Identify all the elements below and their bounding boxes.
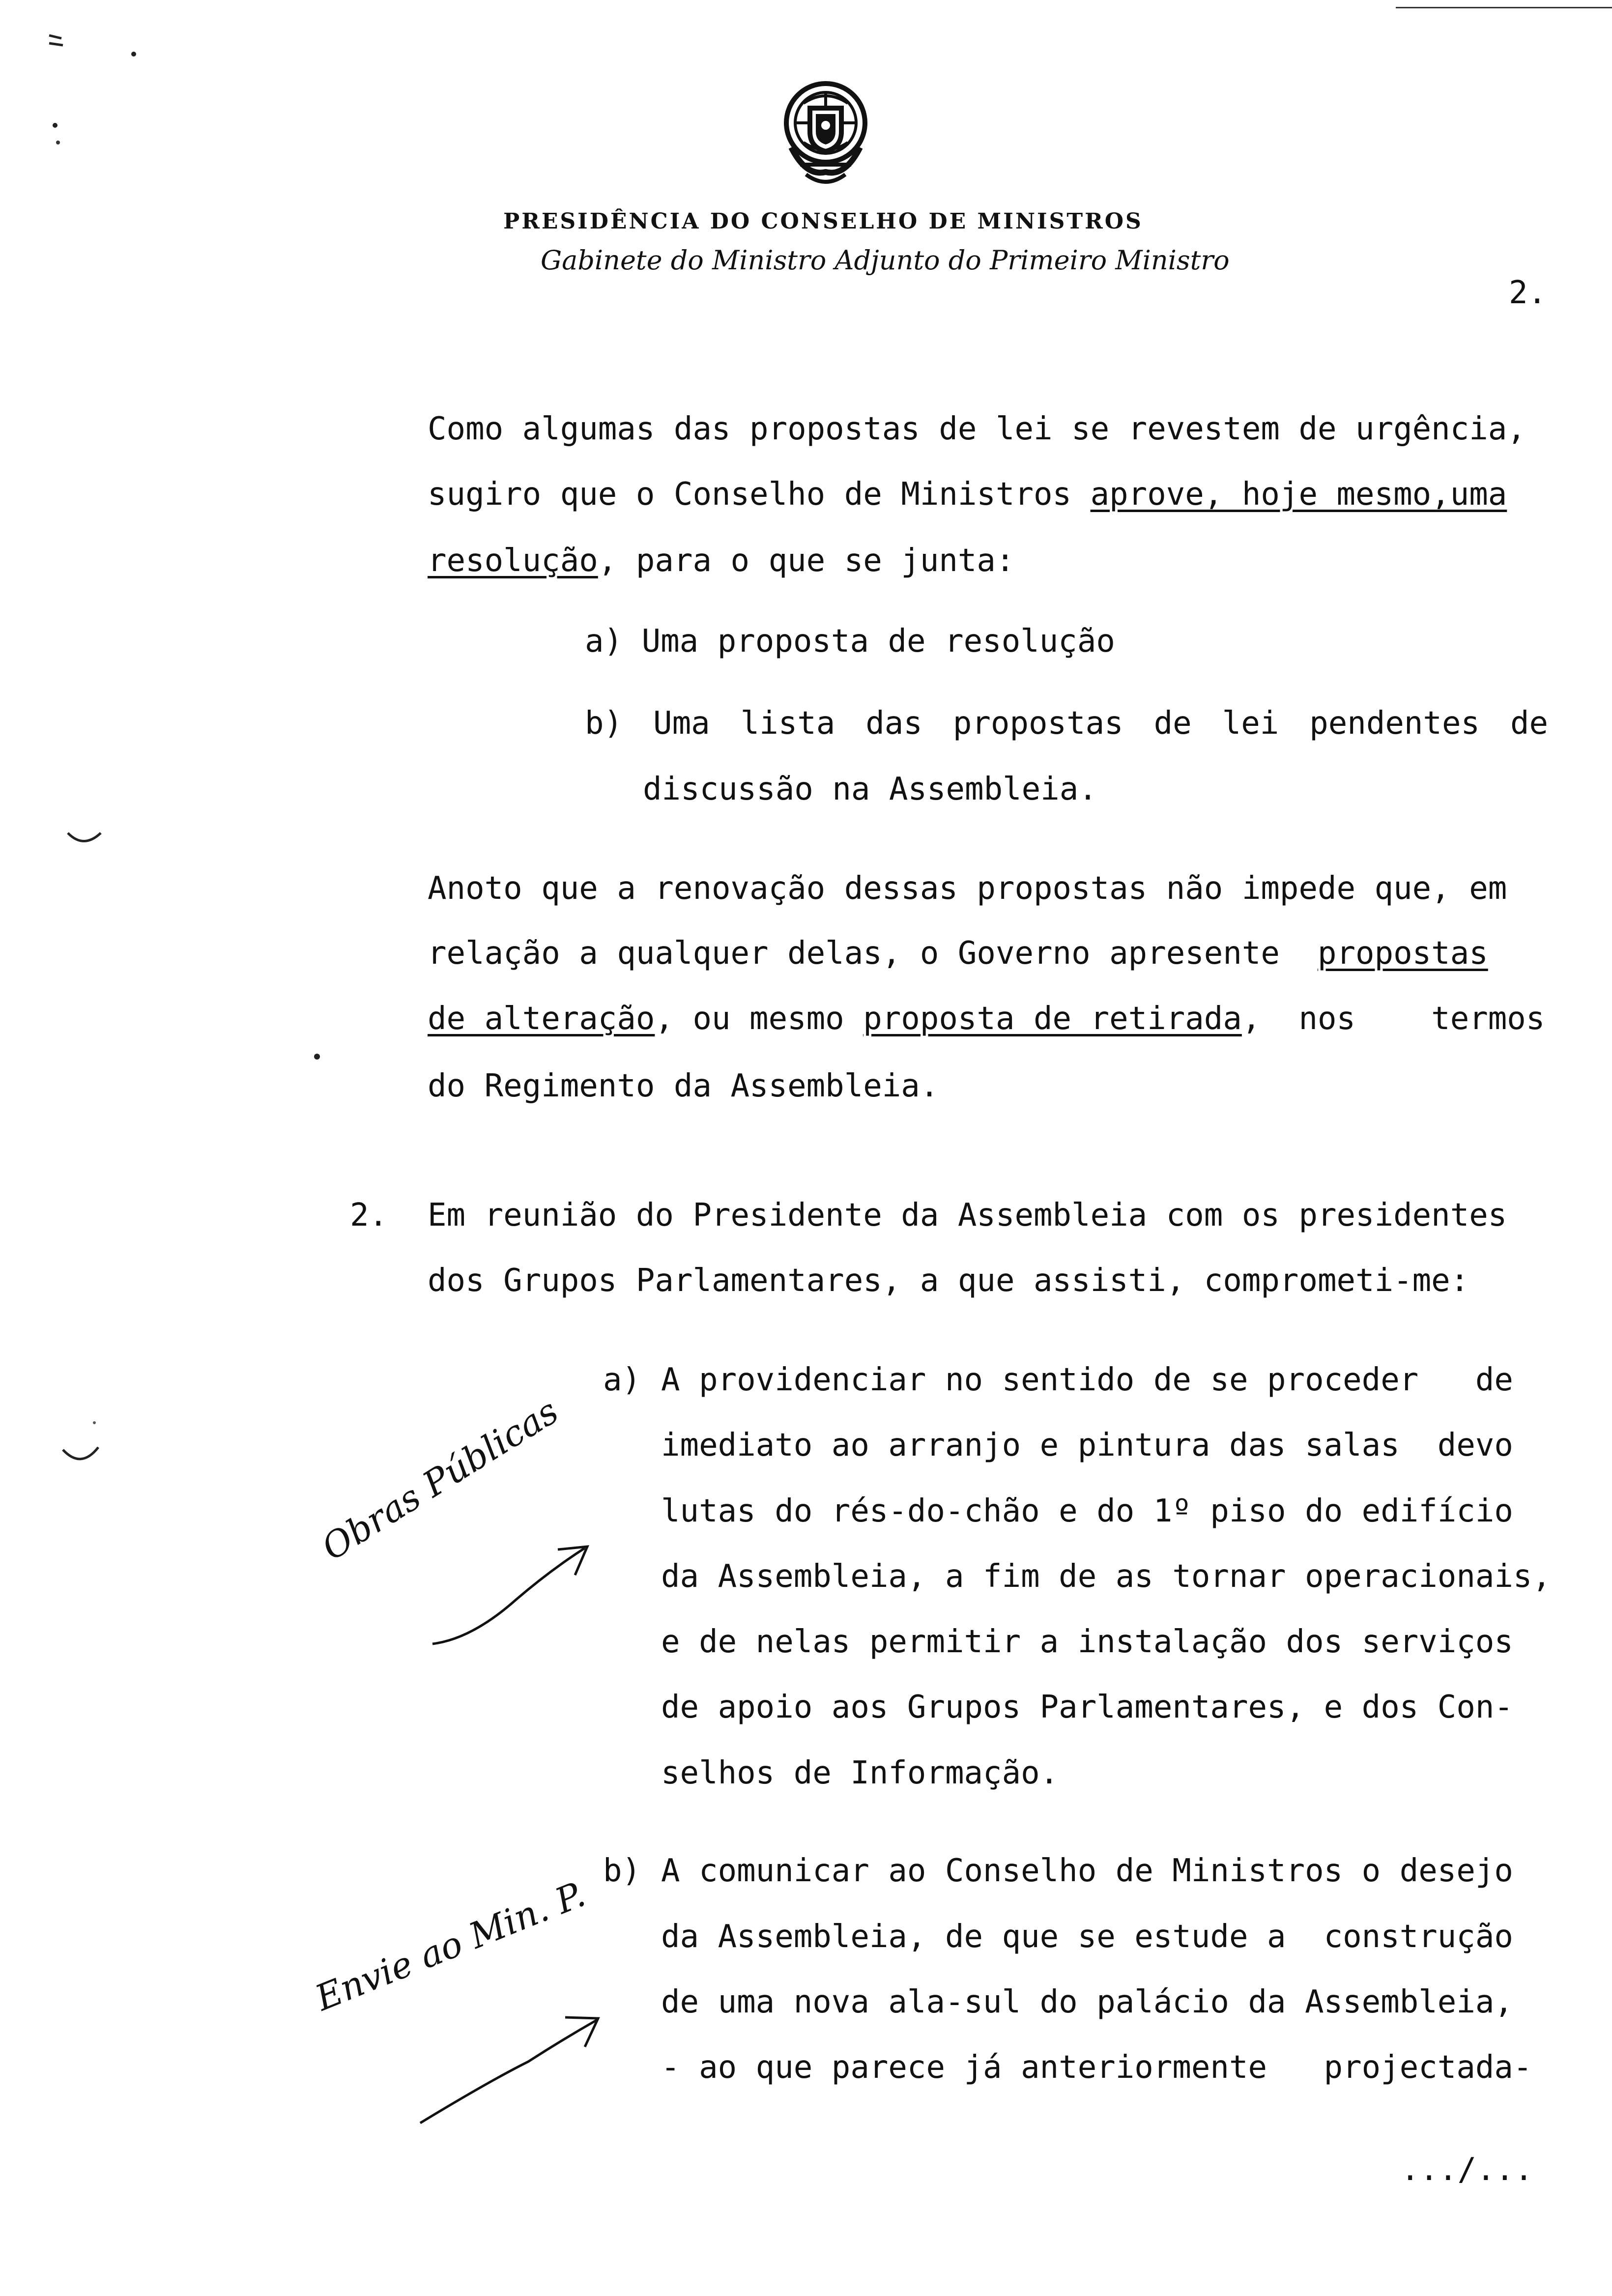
commitment-a-line: e de nelas permitir a instalação dos serviços [661, 1624, 1513, 1660]
handwritten-note-envie-min: Envie ao Min. P. [310, 1873, 591, 2019]
paragraph-2-line-1: Anoto que a renovação dessas propostas não impede que, em [428, 870, 1507, 907]
underlined-phrase: resolução [428, 543, 598, 579]
text-run: , para o que se junta: [598, 543, 1015, 579]
commitment-a-line: imediato ao arranjo e pintura das salas devo [661, 1427, 1513, 1464]
paragraph-2-line-4: do Regimento da Assembleia. [428, 1068, 939, 1104]
word: de [1153, 705, 1192, 742]
commitment-a-line: da Assembleia, a fim de as tornar operacionais, [661, 1558, 1551, 1595]
underlined-phrase: propostas [1317, 935, 1488, 972]
continuation-marker: .../... [1401, 2152, 1533, 2188]
handwritten-arrow-icon [428, 1536, 604, 1654]
handwritten-note-obras-publicas: Obras Públicas [315, 1390, 566, 1569]
coat-of-arms-emblem [777, 74, 875, 192]
paragraph-2-line-3 [428, 999, 1545, 1038]
commitment-a-label: a) [603, 1362, 641, 1398]
text-run: , nos termos [1241, 1001, 1545, 1037]
paragraph-2-line-2 [428, 934, 1488, 973]
word: das [865, 705, 922, 742]
commitment-a-line: de apoio aos Grupos Parlamentares, e dos Con- [661, 1689, 1513, 1725]
commitment-b-line: da Assembleia, de que se estude a construção [661, 1919, 1513, 1955]
commitment-a-line: selhos de Informação. [661, 1755, 1059, 1791]
underlined-phrase: proposta de retirada [863, 1001, 1242, 1037]
commitment-b-line: de uma nova ala-sul do palácio da Assembleia, [661, 1984, 1513, 2020]
section-number: 2. [350, 1197, 388, 1234]
attachment-item-a: a) Uma proposta de resolução [585, 623, 1115, 660]
paragraph-1-line-1: Como algumas das propostas de lei se revestem de urgência, [428, 411, 1526, 447]
word: lista [740, 705, 835, 742]
section-2-line-1: Em reunião do Presidente da Assembleia com os presidentes [428, 1197, 1507, 1234]
page-number: 2. [1509, 275, 1547, 311]
cabinet-subheader: Gabinete do Ministro Adjunto do Primeiro Ministro [541, 245, 1230, 276]
organization-header: PRESIDÊNCIA DO CONSELHO DE MINISTROS [503, 209, 1143, 234]
word: de [1510, 705, 1549, 742]
word: b) [585, 705, 623, 742]
commitment-a-line: A providenciar no sentido de se proceder de [661, 1362, 1513, 1398]
word: pendentes [1309, 705, 1480, 742]
word: lei [1222, 705, 1279, 742]
attachment-item-b-line-1 [585, 704, 1548, 743]
section-2-line-2: dos Grupos Parlamentares, a que assisti, comprometi-me: [428, 1263, 1469, 1299]
commitment-b-line: - ao que parece já anteriormente projectada- [661, 2049, 1532, 2086]
attachment-item-b-line-2: discussão na Assembleia. [643, 771, 1097, 807]
underlined-phrase: aprove, hoje mesmo,uma [1090, 476, 1507, 513]
word: propostas [952, 705, 1123, 742]
commitment-a-line: lutas do rés-do-chão e do 1º piso do edifício [661, 1493, 1513, 1529]
underlined-phrase: de alteração [428, 1001, 655, 1037]
paragraph-1-line-3 [428, 541, 1014, 580]
text-run: relação a qualquer delas, o Governo apresente [428, 935, 1318, 972]
text-run: sugiro que o Conselho de Ministros [428, 476, 1091, 513]
paragraph-1-line-2 [428, 475, 1507, 514]
word: Uma [653, 705, 710, 742]
commitment-b-label: b) [603, 1853, 641, 1889]
text-run: , ou mesmo [655, 1001, 864, 1037]
commitment-b-line: A comunicar ao Conselho de Ministros o desejo [661, 1853, 1513, 1889]
handwritten-arrow-icon [415, 1993, 612, 2140]
